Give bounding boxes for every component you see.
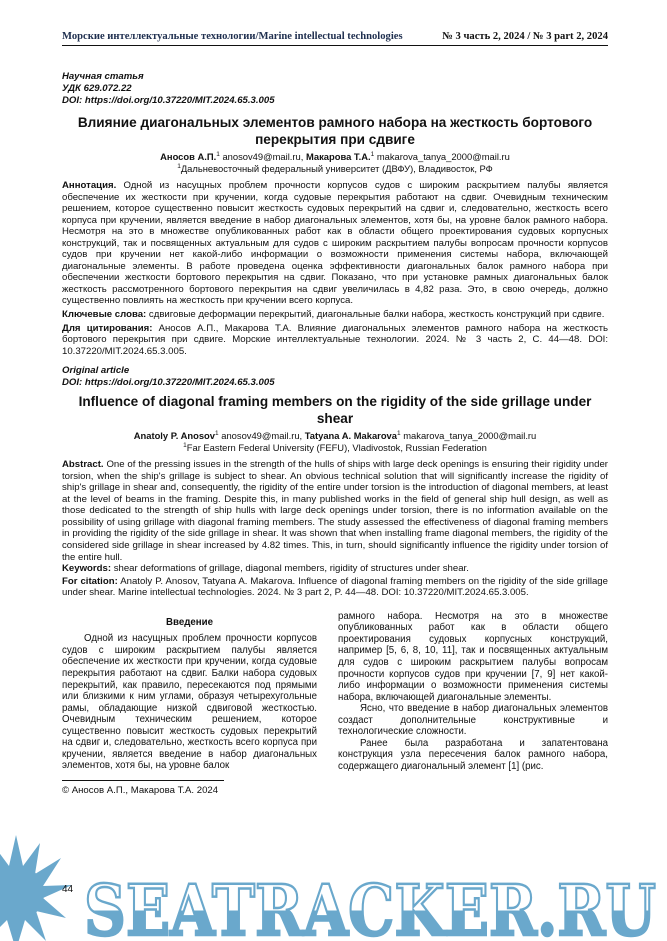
ru-citation bbox=[62, 323, 608, 358]
en-abstract bbox=[62, 459, 608, 563]
page-content bbox=[62, 31, 608, 797]
copyright: © Аносов А.П., Макарова Т.А. 2024 bbox=[62, 785, 219, 797]
abstract-label: Abstract. bbox=[62, 459, 104, 471]
doi-link[interactable]: DOI: https://doi.org/10.37220/MIT.2024.65.3.005 bbox=[62, 377, 275, 389]
paragraph: Ранее была разработана и запатентована конструкция узла пересечения балок рамного набора, содержащего диагональный элемент [1] (рис. bbox=[338, 737, 608, 772]
footnote-divider bbox=[62, 780, 224, 781]
body-columns bbox=[62, 611, 608, 773]
watermark bbox=[0, 808, 667, 941]
keywords-text: сдвиговые деформации перекрытий, диагональные балки набора, жесткость конструкций при сдвиге. bbox=[148, 309, 605, 321]
doi-link[interactable]: DOI: https://doi.org/10.37220/MIT.2024.65.3.005 bbox=[62, 95, 275, 106]
ru-title: Влияние диагональных элементов рамного набора на жесткость бортового перекрытия при сдвиге bbox=[77, 115, 593, 147]
author-email[interactable]: anosov49@mail.ru, bbox=[222, 151, 304, 162]
en-keywords bbox=[62, 563, 608, 575]
right-column bbox=[338, 611, 608, 773]
citation-text: Аносов А.П., Макарова Т.А. Влияние диагональных элементов рамного набора на жесткость бортового перекрытия при сдвиге. Морские интеллектуальные технологии. 2024. № 3 часть 2, С. 44—48. DOI: 10.37220/MIT.2024.65.3.005. bbox=[62, 322, 608, 357]
keywords-label: Keywords: bbox=[62, 563, 112, 575]
affiliation: Дальневосточный федеральный университет (ДВФУ), Владивосток, РФ bbox=[180, 163, 493, 174]
en-title: Influence of diagonal framing members on the rigidity of the side grillage under shear bbox=[78, 394, 592, 427]
paragraph: рамного набора. Несмотря на это в множестве опубликованных работ как в области общего проектирования судовых корпусных конструкций, например [5, 6, 8, 10, 11], так и посвященных актуальным для судов с широким раскрытием палубы вопросам прочности корпусов судов при кручении [7, 9] нет какой-либо информации о возможности применения системы набора, включающей диагональные элементы. bbox=[338, 610, 608, 703]
abstract-text: Одной из насущных проблем прочности корпусов судов с широким раскрытием палубы является обеспечение их жесткости при кручении, когда судовые перекрытия работают на сдвиг. Очевидным техническим решением, которое существенно повысит жесткость судовых перекрытий на сдвиг и, следовательно, жесткость всего корпуса при кручении, является введение в набор диагональных элементов, хотя бы, на уровне балок рамного набора. Несмотря на это в множестве опубликованных работ как в области общего проектирования судовых корпусных конструкций, так и посвященных актуальным для судов с широким раскрытием палубы вопросам прочности корпусов судов при кручении нет какой-либо информации о возможности применения системы набора, включающей диагональные элементы. В работе проведена оценка эффективности диагональных балок рамного набора при обеспечении жесткости бортового перекрытия на сдвиг. Показано, что при установке рамных диагональных балок жесткость рассмотренного бортового перекрытия на сдвиг увеличилась в 4,82 раза. Это, в свою очередь, должно существенно повлиять на жесткость при кручении всего корпуса. bbox=[62, 180, 608, 307]
ru-authors bbox=[62, 151, 608, 175]
ru-meta bbox=[62, 71, 608, 107]
running-header bbox=[62, 31, 608, 46]
abstract-text: One of the pressing issues in the strength of the hulls of ships with large deck openings is ensuring their rigidity under torsion, when the ship's grillage is subject to shear. An obvious technical solution that will significantly increase the rigidity of ship's grillage in shear and, consequently, the rigidity of the entire under torsion is the introduction of diagonal members, at least at the level of beams in the framing. Despite this, in many published works in the field of general ship hull design, as well as those dedicated to the strength of ship hulls with large deck openings under torsion, there is no information available on the possibility of using grillage with diagonal framing members. The study assessed the effectiveness of diagonal framing members in providing the rigidity of the side grillage in shear. It was shown that when installing frame diagonal members, the rigidity of the considered side grillage in shear increased by 4.82 times. This, in turn, should significantly influence the rigidity under torsion of the entire hull. bbox=[62, 459, 609, 563]
footnote-mark: 1 bbox=[397, 430, 401, 438]
en-meta bbox=[62, 365, 608, 389]
author-email[interactable]: makarova_tanya_2000@mail.ru bbox=[403, 430, 537, 442]
citation-label: Для цитирования: bbox=[62, 322, 153, 334]
en-authors bbox=[62, 430, 608, 454]
paragraph: Ясно, что введение в набор диагональных элементов создаст дополнительные конструктивные и технологические сложности. bbox=[338, 703, 608, 738]
keywords-label: Ключевые слова: bbox=[62, 309, 147, 321]
left-column bbox=[62, 611, 317, 772]
footnote-mark: 1 bbox=[177, 163, 181, 170]
author-email[interactable]: makarova_tanya_2000@mail.ru bbox=[376, 151, 510, 162]
citation-label: For citation: bbox=[62, 575, 118, 587]
page-number: 44 bbox=[62, 884, 74, 895]
footnote-mark: 1 bbox=[215, 430, 219, 438]
en-citation bbox=[62, 576, 608, 599]
author-name: Макарова Т.А. bbox=[305, 151, 371, 162]
article-type: Научная статья bbox=[62, 71, 144, 82]
author-name: Аносов А.П. bbox=[160, 151, 217, 162]
author-name: Anatoly P. Anosov bbox=[133, 430, 215, 442]
abstract-label: Аннотация. bbox=[62, 180, 117, 191]
ru-keywords bbox=[62, 309, 608, 321]
udc: УДК 629.072.22 bbox=[62, 83, 132, 94]
section-heading: Введение bbox=[166, 616, 213, 628]
author-email[interactable]: anosov49@mail.ru, bbox=[221, 430, 303, 442]
article-type: Original article bbox=[62, 365, 130, 377]
footnote-mark: 1 bbox=[370, 151, 375, 158]
footnote-mark: 1 bbox=[216, 151, 220, 158]
paragraph: Одной из насущных проблем прочности корпусов судов с широким раскрытием палубы является обеспечение их жесткости при кручении, когда судовые перекрытия работают на сдвиг. Балки набора судовых перекрытий, как правило, пересекаются под прямыми или близкими к ним углами, образуя четырехугольные рамы, обладающие низкой сдвиговой жесткостью. Очевидным техническим решением, которое существенно повысит жесткость судовых перекрытий на сдвиг и, следовательно, жесткость всего корпуса при кручении, является введение в набор диагональных элементов, хотя бы, на уровне балок bbox=[62, 633, 317, 772]
watermark-text: SEATRACKER.RU bbox=[84, 869, 656, 941]
author-name: Tatyana A. Makarova bbox=[304, 430, 397, 442]
journal-name: Морские интеллектуальные технологии/Marine intellectual technologies bbox=[62, 31, 403, 42]
issue-info: № 3 часть 2, 2024 / № 3 part 2, 2024 bbox=[442, 31, 608, 42]
ru-abstract bbox=[62, 180, 608, 307]
keywords-text: shear deformations of grillage, diagonal members, rigidity of structures under shear. bbox=[113, 563, 469, 575]
affiliation: Far Eastern Federal University (FEFU), Vladivostok, Russian Federation bbox=[186, 442, 487, 454]
citation-text: Anatoly P. Anosov, Tatyana A. Makarova. Influence of diagonal framing members on the rigidity of the side grillage under shear. Marine intellectual technologies. 2024. № 3 part 2, P. 44—48. DOI: 10.37220/MIT.2024.65.3.005. bbox=[62, 575, 608, 599]
footnote-mark: 1 bbox=[183, 442, 187, 450]
